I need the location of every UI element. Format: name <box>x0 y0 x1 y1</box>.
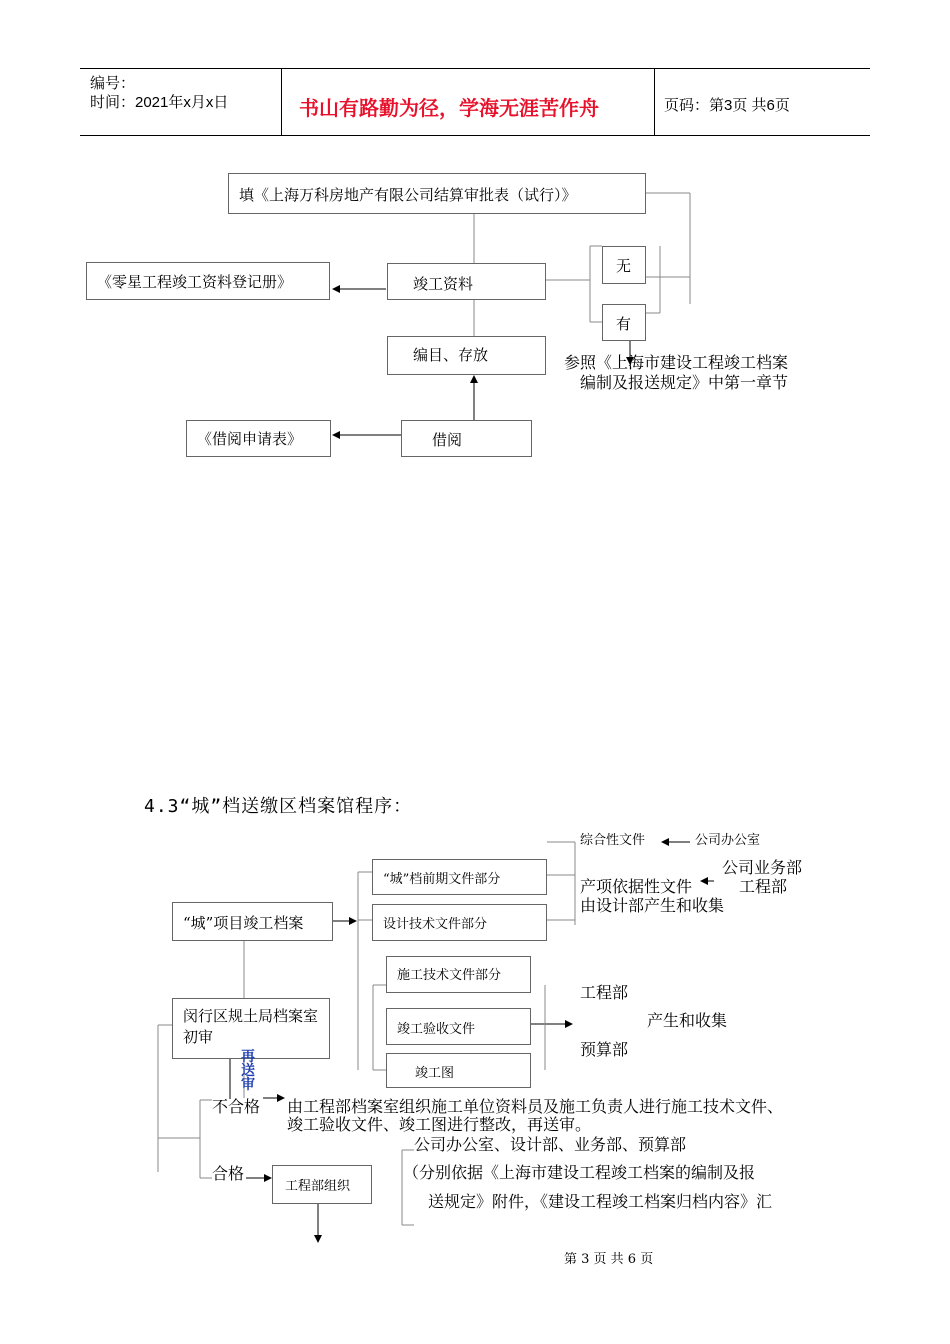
eng-org-box: 工程部组织 <box>272 1165 372 1204</box>
register-book-box: 《零星工程竣工资料登记册》 <box>86 262 330 300</box>
basis-docs-label: 产项依据性文件 <box>580 877 693 896</box>
fail-desc-line2: 竣工验收文件、竣工图进行整改，再送审。 <box>287 1115 592 1134</box>
district-review-line1: 闵行区规土局档案室 <box>183 1007 319 1025</box>
page-footer: 第 3 页 共 6 页 <box>564 1252 654 1267</box>
district-review-line2: 初审 <box>183 1028 214 1046</box>
early-docs-box: “城”档前期文件部分 <box>372 859 547 895</box>
no-option-box: 无 <box>602 246 646 284</box>
basis-line1: （分别依据《上海市建设工程竣工档案的编制及报 <box>403 1163 756 1182</box>
reference-text-line2: 编制及报送规定》中第一章节 <box>580 373 789 392</box>
borrow-form-box: 《借阅申请表》 <box>186 420 331 457</box>
fail-desc-line1: 由工程部档案室组织施工单位资料员及施工负责人进行施工技术文件、 <box>287 1097 784 1116</box>
produce-collect-label: 产生和收集 <box>647 1011 728 1030</box>
header-motto: 书山有路勤为径，学海无涯苦作舟 <box>299 96 599 120</box>
general-docs-label: 综合性文件 <box>580 833 646 848</box>
fill-settlement-form-box: 填《上海万科房地产有限公司结算审批表（试行）》 <box>228 173 646 214</box>
as-built-drawings-box: 竣工图 <box>386 1053 531 1088</box>
completion-docs-box: 竣工资料 <box>387 263 546 300</box>
engineering-dept-label-top: 工程部 <box>739 877 788 896</box>
yes-option-box: 有 <box>602 304 646 341</box>
pass-label: 合格 <box>212 1164 245 1183</box>
company-office-label: 公司办公室 <box>695 833 761 848</box>
basis-line2: 送规定》附件，《建设工程竣工档案归档内容》汇 <box>428 1192 773 1211</box>
acceptance-docs-box: 竣工验收文件 <box>386 1008 531 1045</box>
design-docs-box: 设计技术文件部分 <box>372 904 547 941</box>
header-page-info: 页码：第3页 共6页 <box>664 97 790 114</box>
doc-time-label: 时间：2021年x月x日 <box>90 94 229 111</box>
design-collect-label: 由设计部产生和收集 <box>580 896 725 915</box>
project-archive-box: “城”项目竣工档案 <box>172 902 333 941</box>
section-title: 4.3“城”档送缴区档案馆程序： <box>144 796 413 817</box>
borrow-box: 借阅 <box>401 420 532 457</box>
fail-label: 不合格 <box>212 1097 261 1116</box>
depts-label: 公司办公室、设计部、业务部、预算部 <box>414 1135 687 1154</box>
budget-dept-label: 预算部 <box>580 1040 629 1059</box>
catalog-store-box: 编目、存放 <box>387 336 546 375</box>
engineering-dept-label: 工程部 <box>580 983 629 1002</box>
business-dept-label: 公司业务部 <box>722 858 803 877</box>
resend-label: 再送审 <box>241 1048 255 1092</box>
construction-docs-box: 施工技术文件部分 <box>386 956 531 993</box>
doc-number-label: 编号： <box>90 75 136 92</box>
reference-text-line1: 参照《上海市建设工程竣工档案 <box>564 353 789 372</box>
